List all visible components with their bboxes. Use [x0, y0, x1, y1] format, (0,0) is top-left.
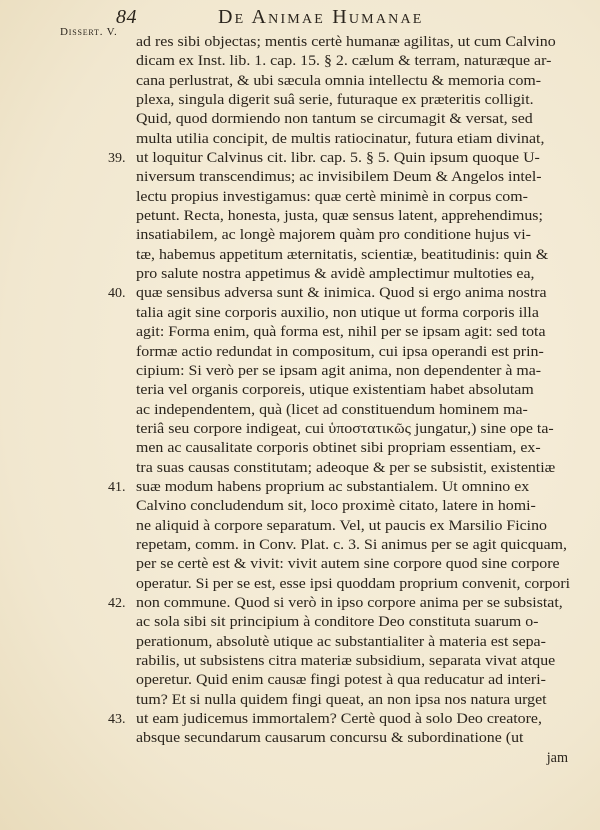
section-label: Dissert. V. — [60, 26, 118, 38]
line-text: non commune. Quod si verò in ipso corpore anima per se subsistat, — [136, 594, 563, 611]
text-line — [136, 459, 572, 478]
text-line — [136, 110, 572, 129]
line-text: cana perlustrat, & ubi sæcula omnia intellectu & memoria com- — [136, 72, 542, 89]
text-line — [136, 439, 572, 458]
line-text: Calvino concludendum sit, loco proximè citato, latere in homi- — [136, 498, 536, 515]
body-text — [108, 33, 572, 768]
text-line — [136, 381, 572, 400]
line-text: ne aliquid à corpore separatum. Vel, ut paucis ex Marsilio Ficino — [136, 517, 547, 534]
text-line — [136, 575, 572, 594]
line-text: petunt. Recta, honesta, justa, quæ sensus latent, apprehendimus; — [136, 208, 543, 225]
text-line — [136, 555, 572, 574]
text-line — [136, 304, 572, 323]
running-title: De Animae Humanae — [218, 6, 424, 28]
text-line — [136, 671, 572, 690]
line-text: tum? Et si nulla quidem fingi queat, an non ipsa nos natura urget — [136, 691, 547, 708]
text-line — [136, 33, 572, 52]
margin-paragraph-number: 43. — [108, 712, 126, 728]
line-text: quæ sensibus adversa sunt & inimica. Quod si ergo anima nostra — [136, 285, 547, 302]
line-text: operatur. Si per se est, esse ipsi quoddam proprium convenit, corpori — [136, 575, 570, 592]
line-text: ac sola sibi sit principium à conditore Deo constituta suarum o- — [136, 614, 539, 631]
line-text: Quid, quod dormiendo non tantum se circumagit & versat, sed — [136, 111, 533, 128]
text-line — [136, 517, 572, 536]
line-text: ut loquitur Calvinus cit. libr. cap. 5. § 5. Quin ipsum quoque U- — [136, 150, 540, 167]
text-line — [136, 633, 572, 652]
line-text: perationum, absolutè utique ac substantialiter à materia est sepa- — [136, 633, 546, 650]
text-line — [108, 710, 572, 729]
line-text: ut eam judicemus immortalem? Certè quod à solo Deo creatore, — [136, 711, 542, 728]
line-text: rabilis, ut subsistens citra materiæ subsidium, separata vivat atque — [136, 653, 556, 669]
text-line — [108, 594, 572, 613]
line-text: cipium: Si verò per se ipsam agit anima, non dependenter à ma- — [136, 362, 542, 379]
margin-paragraph-number: 39. — [108, 151, 126, 167]
line-text: tæ, habemus appetitum æternitatis, scientiæ, beatitudinis: quin & — [136, 246, 549, 263]
line-text: ad res sibi objectas; mentis certè humanæ agilitas, ut cum Calvino — [136, 34, 556, 50]
text-line — [136, 130, 572, 149]
catchword-line — [136, 749, 572, 768]
margin-paragraph-number: 40. — [108, 286, 126, 302]
line-text: agit: Forma enim, quà forma est, nihil per se ipsam agit: sed tota — [136, 324, 546, 341]
line-text: teria vel organis corporeis, utique existentiam habet absolutam — [136, 382, 534, 399]
line-text: teriâ seu corpore indigeat, cui ὑποστατικῶς jungatur,) sine ope ta- — [136, 420, 554, 437]
line-text: talia agit sine corporis auxilio, non utique ut forma corporis illa — [136, 304, 539, 321]
text-line — [136, 362, 572, 381]
line-text: repetam, comm. in Conv. Plat. c. 3. Si animus per se agit quicquam, — [136, 536, 568, 553]
line-text: per se certè est & vivit: vivit autem sine corpore quod sine corpore — [136, 556, 560, 573]
text-line — [136, 246, 572, 265]
text-line — [136, 613, 572, 632]
line-text: men ac causalitate corporis obtinet sibi propriam essentiam, ex- — [136, 440, 541, 457]
text-line — [136, 207, 572, 226]
text-line — [136, 343, 572, 362]
line-text: niversum transcendimus; ac invisibilem Deum & Angelos intel- — [136, 169, 542, 186]
line-text: plexa, singula digerit suâ serie, futuraque ex præteritis colligit. — [136, 92, 534, 109]
line-text: lectu propius investigamus: quæ certè minimè in corpus com- — [136, 188, 528, 205]
line-text: multa utilia concipit, de multis ratiocinatur, futura etiam divinat, — [136, 130, 545, 147]
text-line — [136, 188, 572, 207]
page-number: 84 — [116, 6, 137, 28]
text-line — [136, 420, 572, 439]
line-text: ac independentem, quà (licet ad constituendum hominem ma- — [136, 401, 528, 418]
text-line — [108, 478, 572, 497]
text-line — [108, 149, 572, 168]
text-line — [136, 265, 572, 284]
line-text: pro salute nostra appetimus & avidè amplectimur multoties ea, — [136, 266, 535, 283]
line-text: dicam ex Inst. lib. 1. cap. 15. § 2. cælum & terram, naturæque ar- — [136, 53, 552, 70]
margin-paragraph-number: 42. — [108, 595, 126, 611]
text-line — [136, 323, 572, 342]
text-line — [136, 168, 572, 187]
catchword: jam — [546, 749, 568, 766]
line-text: formæ actio redundat in compositum, cui ipsa operandi est prin- — [136, 343, 544, 360]
line-text: absque secundarum causarum concursu & subordinatione (ut — [136, 730, 524, 747]
line-text: tra suas causas constitutam; adeoque & per se subsistit, existentiæ — [136, 459, 556, 476]
margin-paragraph-number: 41. — [108, 479, 126, 495]
text-line — [136, 536, 572, 555]
text-line — [108, 284, 572, 303]
page-header — [0, 0, 600, 38]
text-line — [136, 52, 572, 71]
line-text: insatiabilem, ac longè majorem quàm pro conditione hujus vi- — [136, 227, 531, 244]
line-text: operetur. Quid enim causæ fingi potest à qua reducatur ad interi- — [136, 672, 546, 689]
text-line — [136, 91, 572, 110]
text-line — [136, 691, 572, 710]
text-line — [136, 652, 572, 671]
line-text: suæ modum habens proprium ac substantialem. Ut omnino ex — [136, 478, 530, 495]
text-line — [136, 226, 572, 245]
text-line — [136, 401, 572, 420]
text-line — [136, 72, 572, 91]
text-line — [136, 729, 572, 748]
text-line — [136, 497, 572, 516]
